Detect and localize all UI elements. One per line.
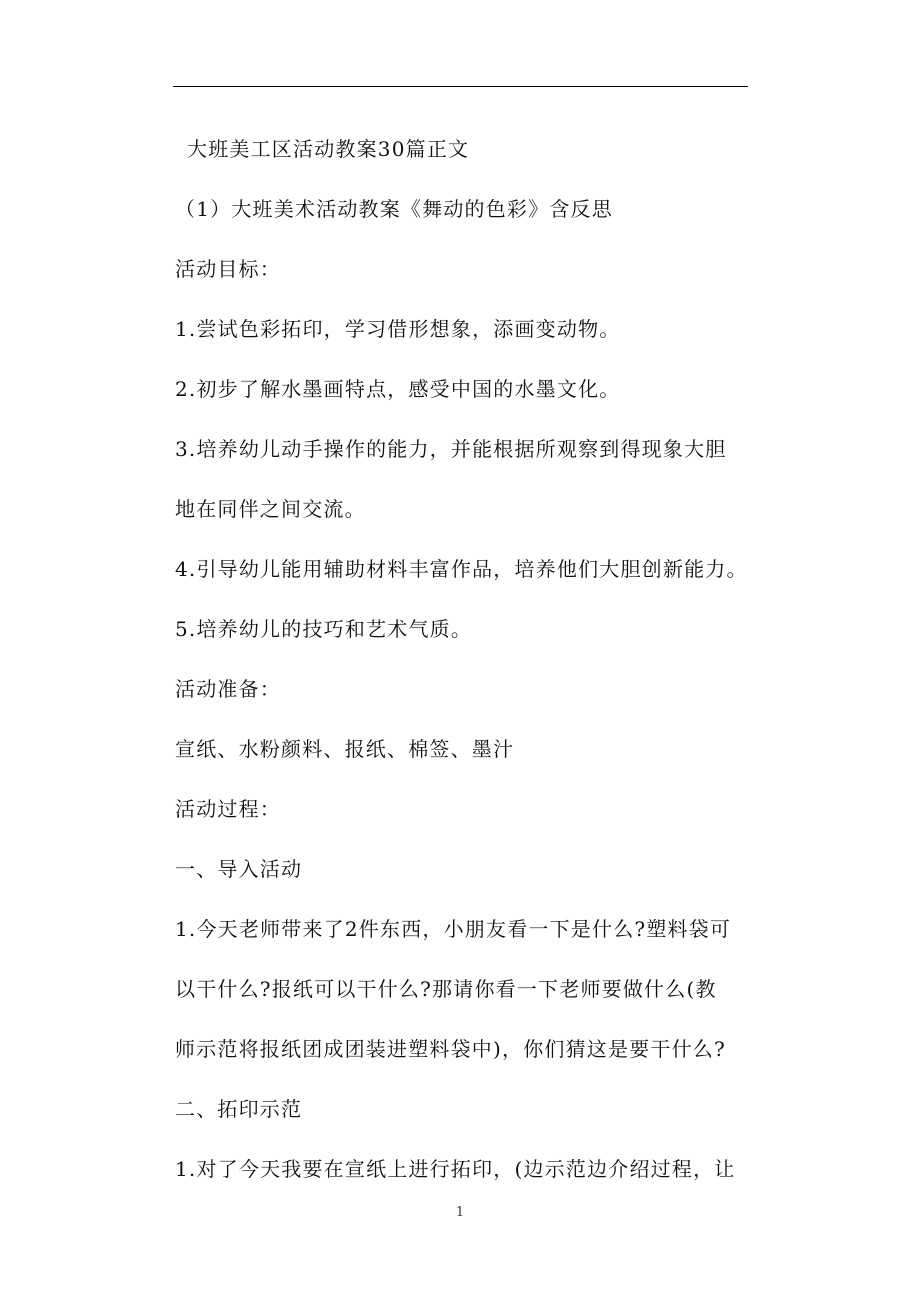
section-heading: （1）大班美术活动教案《舞动的色彩》含反思 bbox=[175, 197, 613, 221]
goals-label: 活动目标： bbox=[175, 257, 281, 281]
goal-item: 3.培养幼儿动手操作的能力，并能根据所观察到得现象大胆 bbox=[175, 437, 727, 461]
prep-label: 活动准备： bbox=[175, 677, 281, 701]
document-title: 大班美工区活动教案30篇正文 bbox=[187, 137, 470, 161]
prep-text: 宣纸、水粉颜料、报纸、棉签、墨汁 bbox=[175, 737, 515, 761]
goal-item-continuation: 地在同伴之间交流。 bbox=[175, 497, 366, 521]
goal-item: 5.培养幼儿的技巧和艺术气质。 bbox=[175, 617, 473, 641]
page-number: 1 bbox=[455, 1205, 465, 1220]
process-label: 活动过程： bbox=[175, 797, 281, 821]
step-heading: 一、导入活动 bbox=[175, 857, 303, 881]
step-paragraph-line: 1.对了今天我要在宣纸上进行拓印，(边示范边介绍过程，让 bbox=[175, 1157, 736, 1181]
header-rule bbox=[173, 86, 748, 87]
step-paragraph-line: 以干什么?报纸可以干什么?那请你看一下老师要做什么(教 bbox=[175, 977, 717, 1001]
goal-item: 2.初步了解水墨画特点，感受中国的水墨文化。 bbox=[175, 377, 621, 401]
goal-item: 4.引导幼儿能用辅助材料丰富作品，培养他们大胆创新能力。 bbox=[175, 557, 748, 581]
document-body bbox=[175, 128, 760, 1184]
step-paragraph-line: 师示范将报纸团成团装进塑料袋中)，你们猜这是要干什么? bbox=[175, 1037, 726, 1061]
goal-item: 1.尝试色彩拓印，学习借形想象，添画变动物。 bbox=[175, 317, 621, 341]
step-paragraph-line: 1.今天老师带来了2件东西，小朋友看一下是什么?塑料袋可 bbox=[175, 917, 732, 941]
step-heading: 二、拓印示范 bbox=[175, 1097, 303, 1121]
